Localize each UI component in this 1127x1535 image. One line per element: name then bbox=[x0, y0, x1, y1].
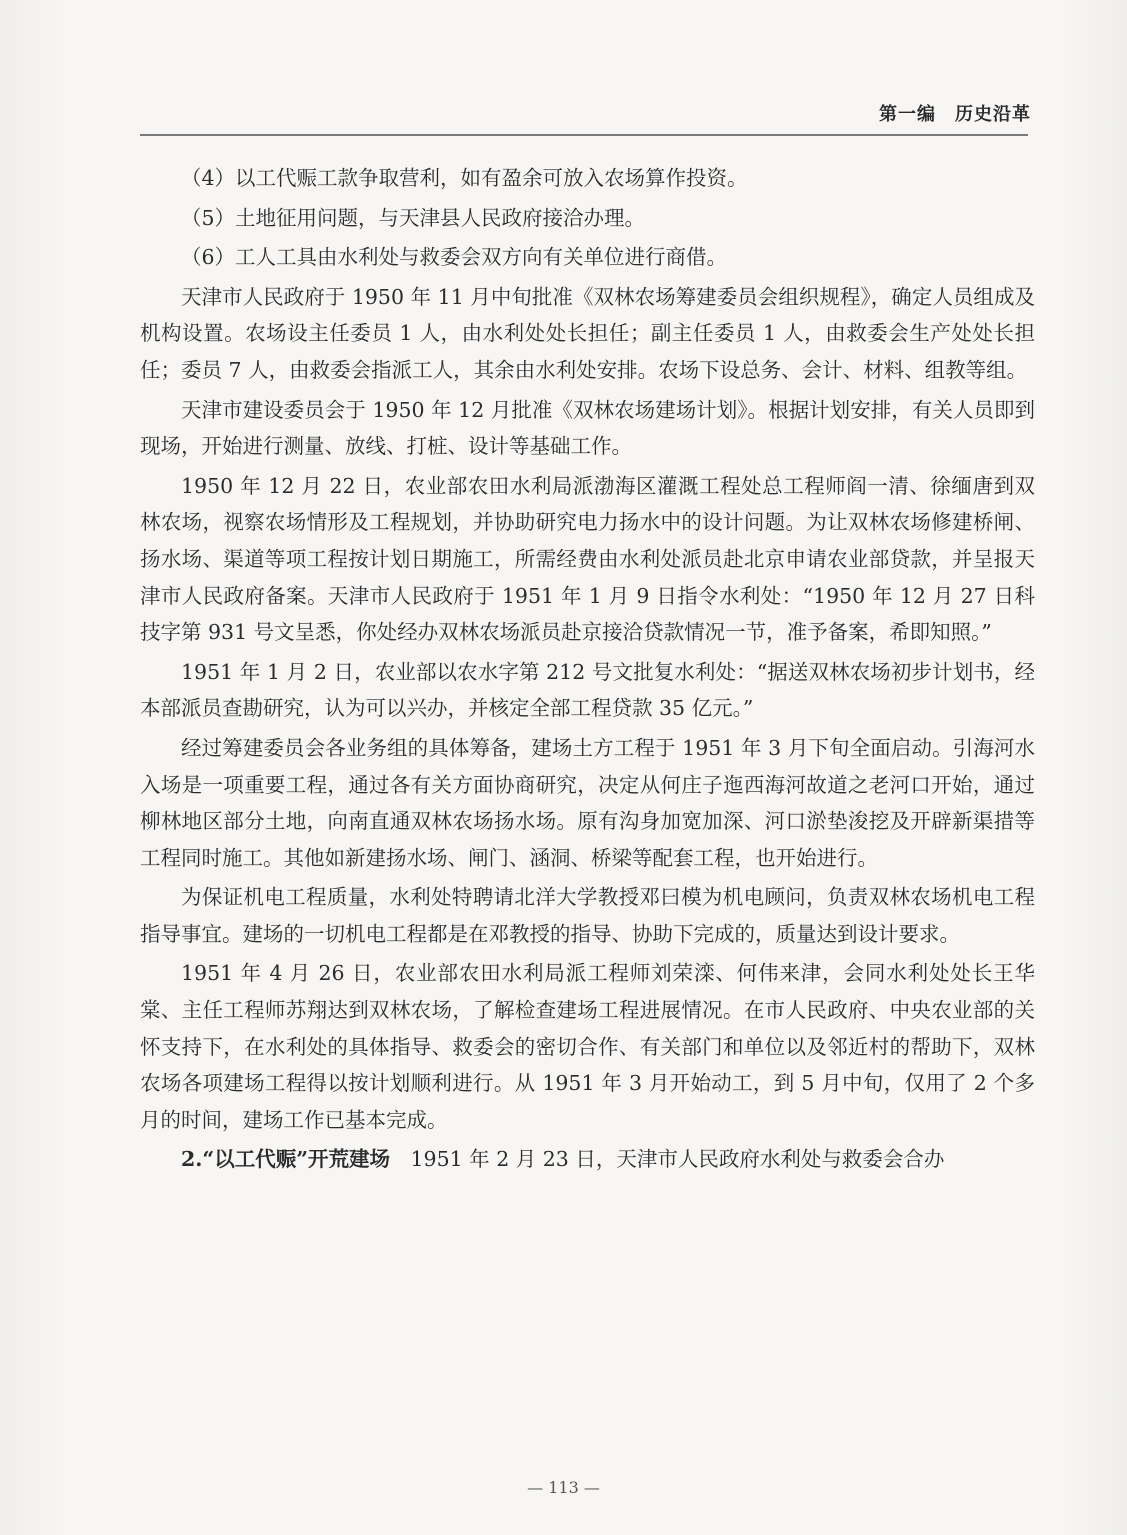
running-head: 第一编 历史沿革 bbox=[879, 104, 1031, 125]
paragraph: 为保证机电工程质量，水利处特聘请北洋大学教授邓曰模为机电顾问，负责双林农场机电工程指导事宜。建场的一切机电工程都是在邓教授的指导、协助下完成的，质量达到设计要求。 bbox=[140, 885, 1035, 946]
paragraph: 经过筹建委员会各业务组的具体筹备，建场土方工程于 1951 年 3 月下旬全面启动。引海河水入场是一项重要工程，通过各有关方面协商研究，决定从何庄子迤西海河故道之老河口开始，通过柳林地区部分土地，向南直通双林农场扬水场。原有沟身加宽加深、河口淤垫浚挖及开辟新渠措等工程同时施工。其他如新建扬水场、闸门、涵洞、桥梁等配套工程，也开始进行。 bbox=[140, 735, 1035, 870]
paragraph: （5）土地征用问题，与天津县人民政府接洽办理。 bbox=[181, 205, 646, 230]
paragraph: 1951 年 1 月 2 日，农业部以农水字第 212 号文批复水利处：“据送双林农场初步计划书，经本部派员查勘研究，认为可以兴办，并核定全部工程贷款 35 亿元。” bbox=[140, 659, 1035, 721]
paragraph: （6）工人工具由水利处与救委会双方向有关单位进行商借。 bbox=[181, 245, 728, 270]
paragraph: 1950 年 12 月 22 日，农业部农田水利局派渤海区灌溉工程处总工程师阎一清、徐缅唐到双林农场，视察农场情形及工程规划，并协助研究电力扬水中的设计问题。为让双林农场修建桥闸、扬水场、渠道等项工程按计划日期施工，所需经费由水利处派员赴北京申请农业部贷款，并呈报天津市人民政府备案。天津市人民政府于 1951 年 1 月 9 日指令水利处：“1950 年 12 月 27 日科技字第 931 号文呈悉，你处经办双林农场派员赴京接洽贷款情况一节，准予备案，希即知照。” bbox=[140, 473, 1035, 645]
section-heading: 2.“以工代赈”开荒建场 bbox=[181, 1147, 390, 1172]
paragraph: 1951 年 4 月 26 日，农业部农田水利局派工程师刘荣滦、何伟来津，会同水利处处长王华棠、主任工程师苏翔达到双林农场，了解检查建场工程进展情况。在市人民政府、中央农业部的关怀支持下，在水利处的具体指导、救委会的密切合作、有关部门和单位以及邻近村的帮助下，双林农场各项建场工程得以按计划顺利进行。从 1951 年 3 月开始动工，到 5 月中旬，仅用了 2 个多月的时间，建场工作已基本完成。 bbox=[140, 961, 1035, 1132]
paragraph: 天津市建设委员会于 1950 年 12 月批准《双林农场建场计划》。根据计划安排，有关人员即到现场，开始进行测量、放线、打桩、设计等基础工作。 bbox=[140, 397, 1035, 459]
page-number: — 113 — bbox=[527, 1478, 600, 1497]
section-paragraph bbox=[140, 1141, 1035, 1178]
paragraph: 天津市人民政府于 1950 年 11 月中旬批准《双林农场筹建委员会组织规程》，确定人员组成及机构设置。农场设主任委员 1 人，由水利处处长担任；副主任委员 1 人，由救委会生产处处长担任；委员 7 人，由救委会指派工人，其余由水利处安排。农场下设总务、会计、材料、组教等组。 bbox=[140, 284, 1035, 382]
section-text: 1951 年 2 月 23 日，天津市人民政府水利处与救委会合办 bbox=[389, 1147, 945, 1172]
body-text bbox=[140, 160, 1035, 1178]
header-rule bbox=[140, 134, 1028, 136]
paragraph: （4）以工代赈工款争取营利，如有盈余可放入农场算作投资。 bbox=[181, 166, 748, 190]
